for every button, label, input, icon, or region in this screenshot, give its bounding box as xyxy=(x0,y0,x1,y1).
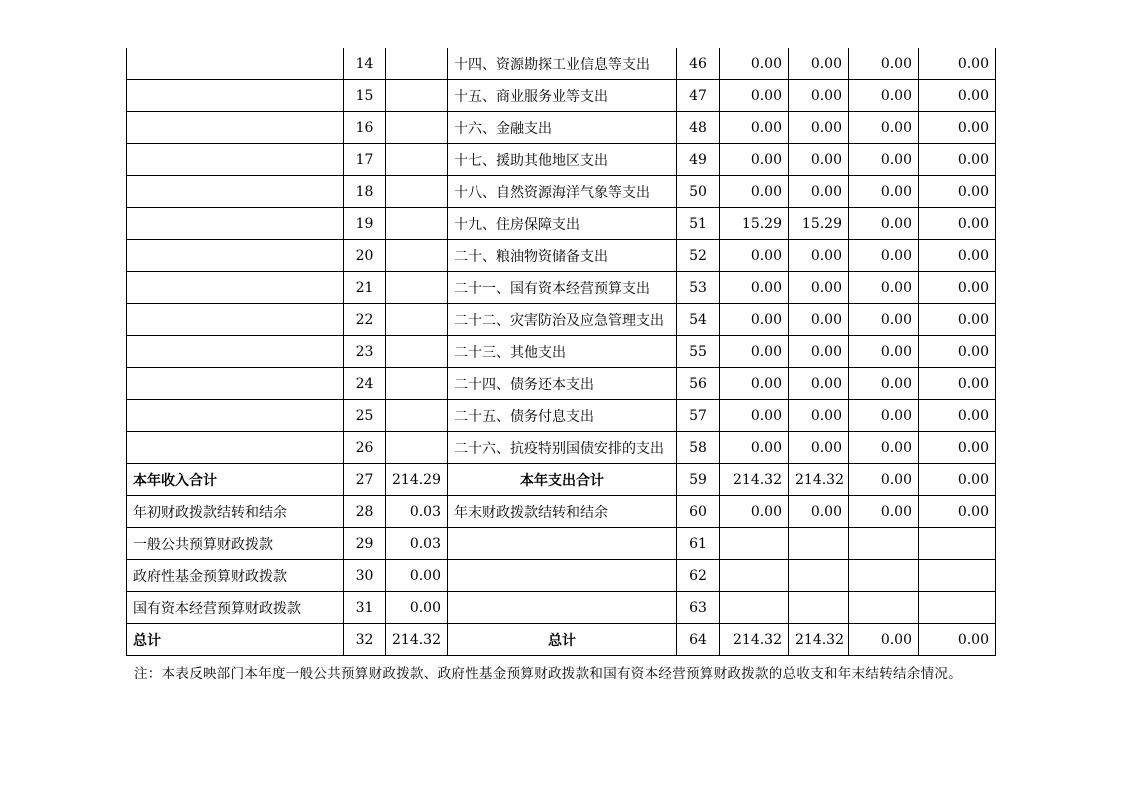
income-line-no-cell: 16 xyxy=(344,112,386,144)
income-item-cell xyxy=(127,272,344,304)
expense-state-capital-budget-cell xyxy=(919,528,996,560)
income-item-cell: 一般公共预算财政拨款 xyxy=(127,528,344,560)
expense-total-cell: 0.00 xyxy=(720,400,789,432)
expense-item-cell xyxy=(448,592,677,624)
table-row xyxy=(127,144,996,176)
expense-state-capital-budget-cell: 0.00 xyxy=(919,336,996,368)
table-row xyxy=(127,48,996,80)
expense-fund-budget-cell: 0.00 xyxy=(849,496,919,528)
expense-fund-budget-cell: 0.00 xyxy=(849,80,919,112)
expense-state-capital-budget-cell: 0.00 xyxy=(919,112,996,144)
expense-total-cell: 214.32 xyxy=(720,464,789,496)
expense-line-no-cell: 51 xyxy=(677,208,720,240)
table-row xyxy=(127,464,996,496)
expense-item-cell: 十八、自然资源海洋气象等支出 xyxy=(448,176,677,208)
expense-line-no-cell: 61 xyxy=(677,528,720,560)
budget-table xyxy=(126,48,996,656)
expense-line-no-cell: 60 xyxy=(677,496,720,528)
expense-total-cell: 0.00 xyxy=(720,368,789,400)
expense-general-budget-cell: 0.00 xyxy=(789,144,849,176)
expense-fund-budget-cell: 0.00 xyxy=(849,208,919,240)
expense-line-no-cell: 55 xyxy=(677,336,720,368)
expense-general-budget-cell xyxy=(789,560,849,592)
expense-fund-budget-cell xyxy=(849,560,919,592)
income-amount-cell xyxy=(386,272,448,304)
table-row xyxy=(127,592,996,624)
expense-total-cell: 0.00 xyxy=(720,240,789,272)
expense-state-capital-budget-cell: 0.00 xyxy=(919,624,996,656)
expense-fund-budget-cell: 0.00 xyxy=(849,624,919,656)
expense-state-capital-budget-cell: 0.00 xyxy=(919,176,996,208)
expense-general-budget-cell: 214.32 xyxy=(789,624,849,656)
expense-item-cell: 十九、住房保障支出 xyxy=(448,208,677,240)
expense-state-capital-budget-cell: 0.00 xyxy=(919,272,996,304)
expense-general-budget-cell: 0.00 xyxy=(789,432,849,464)
expense-general-budget-cell: 0.00 xyxy=(789,240,849,272)
income-item-cell xyxy=(127,48,344,80)
expense-general-budget-cell xyxy=(789,592,849,624)
table-row xyxy=(127,336,996,368)
table-row xyxy=(127,208,996,240)
income-amount-cell xyxy=(386,208,448,240)
income-item-cell xyxy=(127,144,344,176)
income-amount-cell xyxy=(386,304,448,336)
income-amount-cell xyxy=(386,112,448,144)
table-row xyxy=(127,240,996,272)
income-amount-cell xyxy=(386,48,448,80)
expense-item-cell: 十五、商业服务业等支出 xyxy=(448,80,677,112)
income-amount-cell: 0.00 xyxy=(386,560,448,592)
expense-fund-budget-cell: 0.00 xyxy=(849,112,919,144)
expense-fund-budget-cell: 0.00 xyxy=(849,48,919,80)
income-amount-cell xyxy=(386,336,448,368)
income-line-no-cell: 15 xyxy=(344,80,386,112)
expense-line-no-cell: 48 xyxy=(677,112,720,144)
expense-total-cell: 0.00 xyxy=(720,496,789,528)
expense-fund-budget-cell: 0.00 xyxy=(849,272,919,304)
income-item-cell xyxy=(127,336,344,368)
income-amount-cell xyxy=(386,400,448,432)
table-row xyxy=(127,272,996,304)
income-line-no-cell: 21 xyxy=(344,272,386,304)
expense-total-cell: 0.00 xyxy=(720,144,789,176)
expense-fund-budget-cell: 0.00 xyxy=(849,464,919,496)
expense-line-no-cell: 63 xyxy=(677,592,720,624)
table-row xyxy=(127,304,996,336)
expense-item-cell: 二十一、国有资本经营预算支出 xyxy=(448,272,677,304)
expense-line-no-cell: 64 xyxy=(677,624,720,656)
expense-total-cell: 0.00 xyxy=(720,336,789,368)
income-line-no-cell: 26 xyxy=(344,432,386,464)
income-line-no-cell: 31 xyxy=(344,592,386,624)
income-item-cell xyxy=(127,432,344,464)
expense-state-capital-budget-cell: 0.00 xyxy=(919,432,996,464)
expense-line-no-cell: 56 xyxy=(677,368,720,400)
expense-fund-budget-cell: 0.00 xyxy=(849,304,919,336)
expense-fund-budget-cell: 0.00 xyxy=(849,144,919,176)
income-item-cell xyxy=(127,368,344,400)
expense-state-capital-budget-cell: 0.00 xyxy=(919,240,996,272)
expense-total-cell: 0.00 xyxy=(720,432,789,464)
table-row xyxy=(127,400,996,432)
income-item-cell: 国有资本经营预算财政拨款 xyxy=(127,592,344,624)
income-line-no-cell: 19 xyxy=(344,208,386,240)
expense-item-cell xyxy=(448,560,677,592)
income-line-no-cell: 27 xyxy=(344,464,386,496)
expense-item-cell: 二十二、灾害防治及应急管理支出 xyxy=(448,304,677,336)
expense-fund-budget-cell: 0.00 xyxy=(849,432,919,464)
income-line-no-cell: 32 xyxy=(344,624,386,656)
income-line-no-cell: 25 xyxy=(344,400,386,432)
table-row xyxy=(127,528,996,560)
expense-fund-budget-cell: 0.00 xyxy=(849,336,919,368)
expense-item-cell: 二十六、抗疫特别国债安排的支出 xyxy=(448,432,677,464)
expense-general-budget-cell: 0.00 xyxy=(789,496,849,528)
expense-item-cell: 年末财政拨款结转和结余 xyxy=(448,496,677,528)
expense-general-budget-cell: 0.00 xyxy=(789,48,849,80)
income-amount-cell xyxy=(386,176,448,208)
income-line-no-cell: 29 xyxy=(344,528,386,560)
expense-line-no-cell: 57 xyxy=(677,400,720,432)
income-line-no-cell: 28 xyxy=(344,496,386,528)
income-item-cell: 总计 xyxy=(127,624,344,656)
expense-general-budget-cell xyxy=(789,528,849,560)
expense-total-cell: 0.00 xyxy=(720,176,789,208)
expense-total-cell xyxy=(720,592,789,624)
expense-total-cell: 214.32 xyxy=(720,624,789,656)
income-amount-cell: 214.32 xyxy=(386,624,448,656)
income-item-cell: 政府性基金预算财政拨款 xyxy=(127,560,344,592)
expense-general-budget-cell: 0.00 xyxy=(789,368,849,400)
expense-total-cell xyxy=(720,560,789,592)
income-item-cell xyxy=(127,400,344,432)
table-row xyxy=(127,112,996,144)
expense-line-no-cell: 50 xyxy=(677,176,720,208)
expense-line-no-cell: 49 xyxy=(677,144,720,176)
income-item-cell xyxy=(127,304,344,336)
expense-item-cell: 总计 xyxy=(448,624,677,656)
income-line-no-cell: 30 xyxy=(344,560,386,592)
expense-total-cell: 0.00 xyxy=(720,112,789,144)
expense-item-cell: 二十四、债务还本支出 xyxy=(448,368,677,400)
income-line-no-cell: 23 xyxy=(344,336,386,368)
income-item-cell xyxy=(127,112,344,144)
expense-fund-budget-cell: 0.00 xyxy=(849,176,919,208)
expense-line-no-cell: 59 xyxy=(677,464,720,496)
expense-state-capital-budget-cell: 0.00 xyxy=(919,496,996,528)
expense-state-capital-budget-cell: 0.00 xyxy=(919,208,996,240)
expense-line-no-cell: 58 xyxy=(677,432,720,464)
expense-fund-budget-cell xyxy=(849,592,919,624)
table-row xyxy=(127,624,996,656)
income-line-no-cell: 18 xyxy=(344,176,386,208)
expense-total-cell: 0.00 xyxy=(720,48,789,80)
income-item-cell: 年初财政拨款结转和结余 xyxy=(127,496,344,528)
expense-item-cell: 二十、粮油物资储备支出 xyxy=(448,240,677,272)
expense-general-budget-cell: 0.00 xyxy=(789,400,849,432)
expense-line-no-cell: 46 xyxy=(677,48,720,80)
income-item-cell xyxy=(127,208,344,240)
expense-state-capital-budget-cell: 0.00 xyxy=(919,144,996,176)
table-row xyxy=(127,80,996,112)
table-body xyxy=(127,48,996,656)
income-line-no-cell: 22 xyxy=(344,304,386,336)
expense-state-capital-budget-cell: 0.00 xyxy=(919,368,996,400)
expense-line-no-cell: 62 xyxy=(677,560,720,592)
expense-fund-budget-cell: 0.00 xyxy=(849,368,919,400)
expense-item-cell: 十七、援助其他地区支出 xyxy=(448,144,677,176)
expense-state-capital-budget-cell: 0.00 xyxy=(919,80,996,112)
expense-item-cell: 十四、资源勘探工业信息等支出 xyxy=(448,48,677,80)
income-amount-cell xyxy=(386,432,448,464)
income-item-cell xyxy=(127,176,344,208)
income-item-cell: 本年收入合计 xyxy=(127,464,344,496)
expense-total-cell: 15.29 xyxy=(720,208,789,240)
expense-item-cell: 本年支出合计 xyxy=(448,464,677,496)
expense-general-budget-cell: 0.00 xyxy=(789,176,849,208)
expense-general-budget-cell: 15.29 xyxy=(789,208,849,240)
income-item-cell xyxy=(127,240,344,272)
income-line-no-cell: 24 xyxy=(344,368,386,400)
expense-state-capital-budget-cell xyxy=(919,560,996,592)
income-amount-cell xyxy=(386,80,448,112)
expense-fund-budget-cell: 0.00 xyxy=(849,240,919,272)
expense-line-no-cell: 52 xyxy=(677,240,720,272)
income-amount-cell xyxy=(386,368,448,400)
income-line-no-cell: 14 xyxy=(344,48,386,80)
expense-item-cell: 二十五、债务付息支出 xyxy=(448,400,677,432)
expense-fund-budget-cell xyxy=(849,528,919,560)
income-amount-cell: 0.03 xyxy=(386,496,448,528)
expense-general-budget-cell: 0.00 xyxy=(789,80,849,112)
expense-state-capital-budget-cell: 0.00 xyxy=(919,464,996,496)
table-row xyxy=(127,496,996,528)
table-row xyxy=(127,560,996,592)
expense-item-cell: 二十三、其他支出 xyxy=(448,336,677,368)
income-amount-cell: 0.00 xyxy=(386,592,448,624)
expense-total-cell: 0.00 xyxy=(720,304,789,336)
expense-general-budget-cell: 0.00 xyxy=(789,112,849,144)
expense-total-cell: 0.00 xyxy=(720,272,789,304)
income-item-cell xyxy=(127,80,344,112)
expense-total-cell xyxy=(720,528,789,560)
expense-item-cell: 十六、金融支出 xyxy=(448,112,677,144)
expense-fund-budget-cell: 0.00 xyxy=(849,400,919,432)
expense-line-no-cell: 47 xyxy=(677,80,720,112)
expense-item-cell xyxy=(448,528,677,560)
expense-state-capital-budget-cell: 0.00 xyxy=(919,304,996,336)
expense-state-capital-budget-cell xyxy=(919,592,996,624)
expense-general-budget-cell: 0.00 xyxy=(789,272,849,304)
income-line-no-cell: 17 xyxy=(344,144,386,176)
table-row xyxy=(127,368,996,400)
expense-state-capital-budget-cell: 0.00 xyxy=(919,400,996,432)
table-note: 注：本表反映部门本年度一般公共预算财政拨款、政府性基金预算财政拨款和国有资本经营预算财政拨款的总收支和年末结转结余情况。 xyxy=(134,666,962,682)
expense-total-cell: 0.00 xyxy=(720,80,789,112)
expense-line-no-cell: 53 xyxy=(677,272,720,304)
expense-line-no-cell: 54 xyxy=(677,304,720,336)
income-line-no-cell: 20 xyxy=(344,240,386,272)
table-row xyxy=(127,176,996,208)
income-amount-cell xyxy=(386,144,448,176)
expense-general-budget-cell: 0.00 xyxy=(789,336,849,368)
income-amount-cell: 0.03 xyxy=(386,528,448,560)
income-amount-cell: 214.29 xyxy=(386,464,448,496)
expense-state-capital-budget-cell: 0.00 xyxy=(919,48,996,80)
table-row xyxy=(127,432,996,464)
expense-general-budget-cell: 214.32 xyxy=(789,464,849,496)
expense-general-budget-cell: 0.00 xyxy=(789,304,849,336)
income-amount-cell xyxy=(386,240,448,272)
